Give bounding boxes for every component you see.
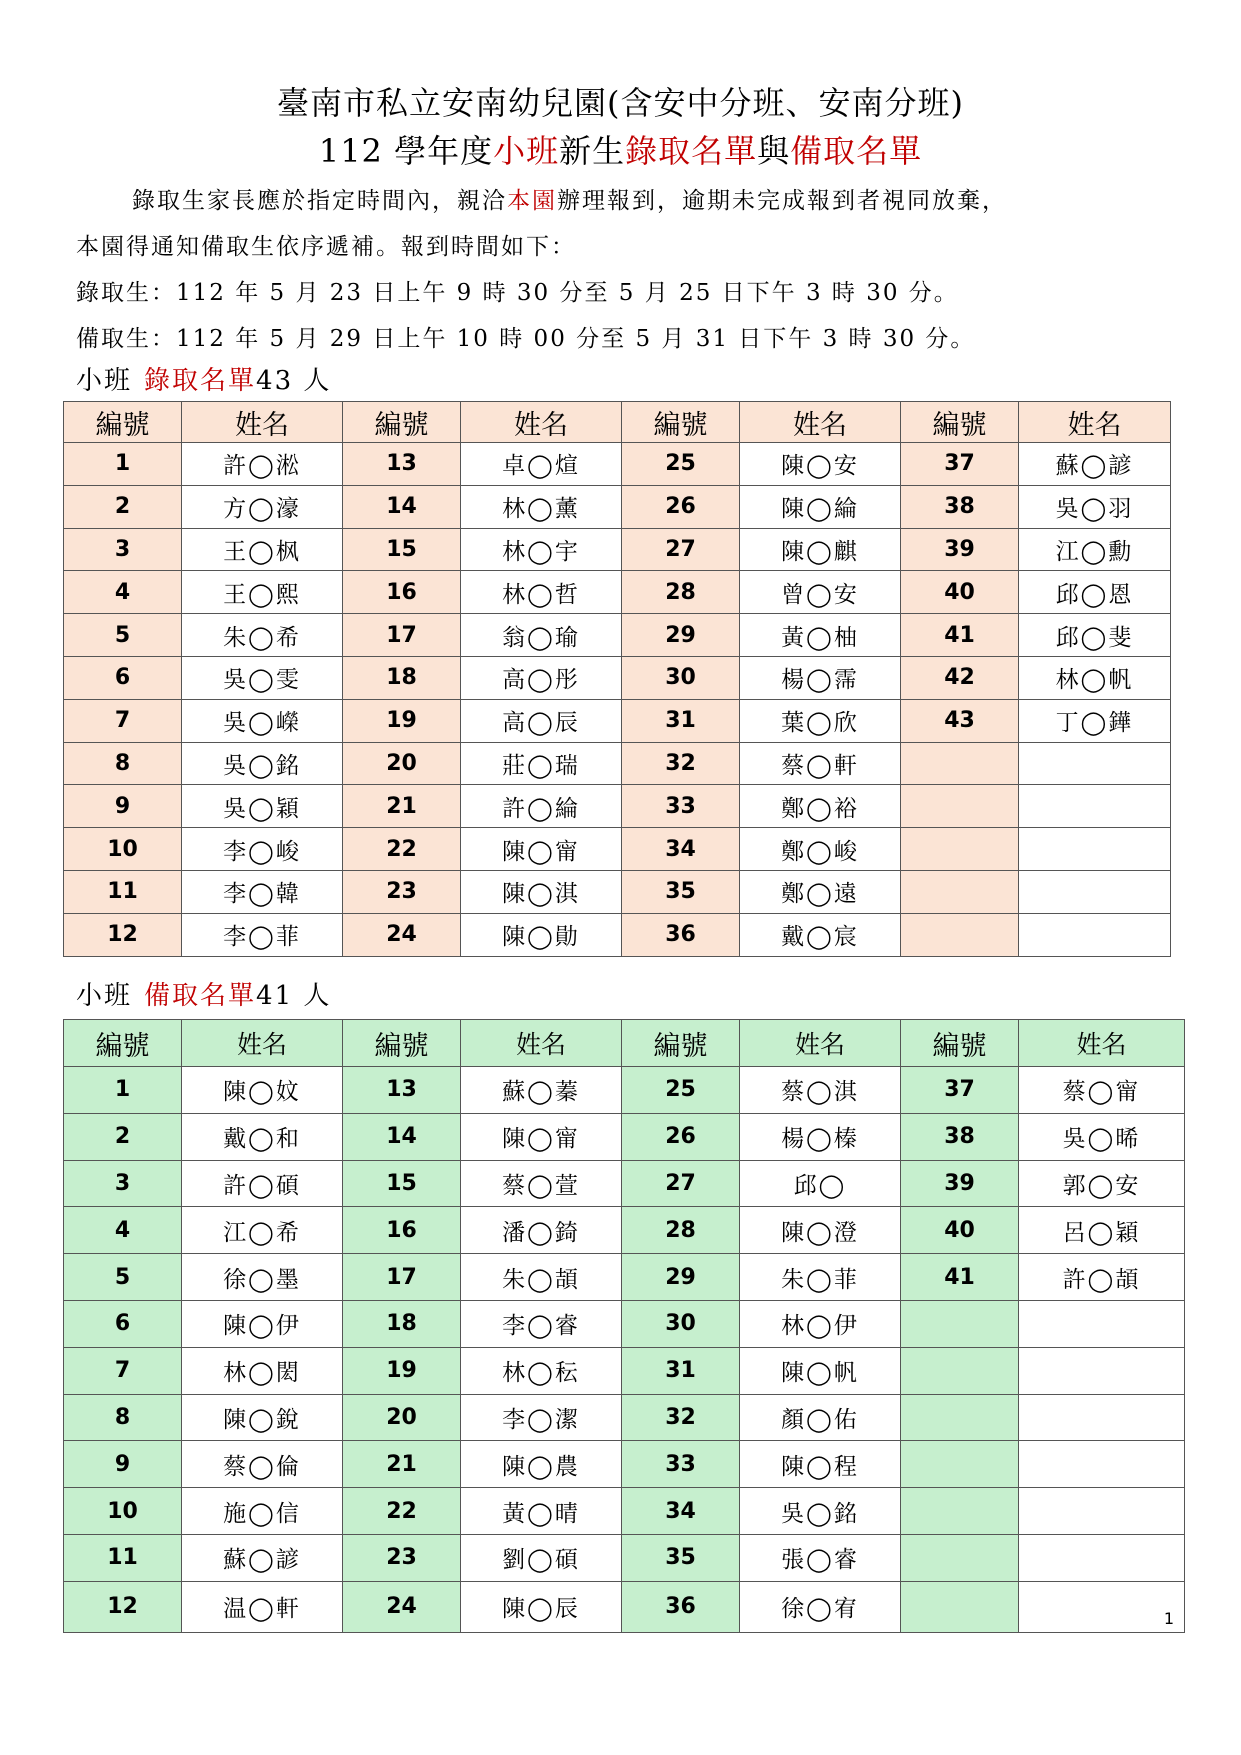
waitlist-number-cell: 28 (622, 1207, 740, 1254)
waitlist-number-cell: 41 (901, 1254, 1019, 1301)
admitted-number-cell: 34 (622, 828, 740, 871)
admitted-name-cell: 高◯辰 (461, 699, 622, 742)
admitted-number-cell (901, 828, 1019, 871)
waitlist-table-row (64, 1300, 1185, 1347)
admitted-name-cell: 方◯濠 (182, 485, 343, 528)
waitlist-number-cell: 36 (622, 1581, 740, 1632)
waitlist-col-header-name: 姓名 (182, 1020, 343, 1067)
admitted-number-cell: 31 (622, 699, 740, 742)
waitlist-name-cell: 蔡◯淇 (740, 1067, 901, 1114)
waitlist-name-cell: 江◯希 (182, 1207, 343, 1254)
title-admit: 錄取名單 (625, 132, 758, 170)
admitted-number-cell: 28 (622, 571, 740, 614)
admitted-col-header-name: 姓名 (1019, 402, 1171, 443)
admitted-number-cell: 23 (343, 870, 461, 913)
waitlist-name-cell (1019, 1441, 1185, 1488)
waitlist-number-cell: 24 (343, 1581, 461, 1632)
admitted-number-cell: 16 (343, 571, 461, 614)
waitlist-number-cell: 37 (901, 1067, 1019, 1114)
admitted-number-cell: 14 (343, 485, 461, 528)
waitlist-name-cell (1019, 1534, 1185, 1581)
waitlist-table-row (64, 1113, 1185, 1160)
waitlist-number-cell: 26 (622, 1113, 740, 1160)
waitlist-table-row (64, 1347, 1185, 1394)
admitted-name-cell: 葉◯欣 (740, 699, 901, 742)
admitted-col-header-no: 編號 (622, 402, 740, 443)
admitted-number-cell: 6 (64, 656, 182, 699)
waitlist-name-cell: 林◯秐 (461, 1347, 622, 1394)
notice-p1-part-c: 辦理報到，逾期未完成報到者視同放棄， (557, 188, 1007, 214)
waitlist-number-cell: 12 (64, 1581, 182, 1632)
waitlist-number-cell: 3 (64, 1160, 182, 1207)
waitlist-name-cell: 李◯潔 (461, 1394, 622, 1441)
waitlist-report-time: 備取生：112 年 5 月 29 日上午 10 時 00 分至 5 月 31 日下午 3 時 30 分。 (76, 326, 976, 352)
waitlist-number-cell: 21 (343, 1441, 461, 1488)
waitlist-table-row (64, 1207, 1185, 1254)
admitted-number-cell: 15 (343, 528, 461, 571)
admitted-number-cell: 37 (901, 443, 1019, 486)
waitlist-table-row (64, 1441, 1185, 1488)
admitted-col-header-name: 姓名 (740, 402, 901, 443)
waitlist-number-cell: 22 (343, 1488, 461, 1535)
waitlist-number-cell (901, 1300, 1019, 1347)
waitlist-name-cell: 陳◯辰 (461, 1581, 622, 1632)
admitted-number-cell: 26 (622, 485, 740, 528)
waitlist-name-cell: 朱◯頡 (461, 1254, 622, 1301)
admitted-number-cell: 21 (343, 785, 461, 828)
admitted-name-cell: 陳◯勛 (461, 913, 622, 956)
admitted-name-cell (1019, 913, 1171, 956)
waitlist-name-cell: 陳◯甯 (461, 1113, 622, 1160)
admitted-col-header-no: 編號 (901, 402, 1019, 443)
notice-paragraph-2: 本園得通知備取生依序遞補。報到時間如下： (76, 234, 576, 260)
waitlist-table-row (64, 1534, 1185, 1581)
waitlist-number-cell (901, 1488, 1019, 1535)
waitlist-number-cell: 23 (343, 1534, 461, 1581)
admitted-table-row (64, 614, 1171, 657)
admitted-table (63, 401, 1171, 957)
notice-p1-part-a: 錄取生家長應於指定時間內，親洽 (132, 188, 507, 214)
waitlist-name-cell: 蔡◯倫 (182, 1441, 343, 1488)
waitlist-table-row (64, 1160, 1185, 1207)
admitted-name-cell: 林◯薰 (461, 485, 622, 528)
waitlist-table-row (64, 1488, 1185, 1535)
admitted-number-cell: 10 (64, 828, 182, 871)
waitlist-number-cell: 8 (64, 1394, 182, 1441)
admitted-number-cell: 41 (901, 614, 1019, 657)
admitted-number-cell: 29 (622, 614, 740, 657)
admitted-name-cell: 高◯彤 (461, 656, 622, 699)
waitlist-name-cell: 朱◯菲 (740, 1254, 901, 1301)
waitlist-name-cell: 楊◯榛 (740, 1113, 901, 1160)
admitted-number-cell: 42 (901, 656, 1019, 699)
waitlist-col-header-name: 姓名 (740, 1020, 901, 1067)
admitted-name-cell: 許◯綸 (461, 785, 622, 828)
admitted-number-cell: 9 (64, 785, 182, 828)
admitted-number-cell: 12 (64, 913, 182, 956)
waitlist-name-cell: 郭◯安 (1019, 1160, 1185, 1207)
admitted-number-cell: 27 (622, 528, 740, 571)
admitted-number-cell: 32 (622, 742, 740, 785)
waitlist-name-cell: 徐◯墨 (182, 1254, 343, 1301)
admitted-name-cell: 鄭◯遠 (740, 870, 901, 913)
waitlist-col-header-no: 編號 (343, 1020, 461, 1067)
admitted-table-row (64, 656, 1171, 699)
admitted-table-row (64, 571, 1171, 614)
waitlist-name-cell: 吳◯銘 (740, 1488, 901, 1535)
admitted-table-row (64, 870, 1171, 913)
admitted-heading-class: 小班 (76, 366, 133, 396)
waitlist-number-cell: 9 (64, 1441, 182, 1488)
waitlist-number-cell: 32 (622, 1394, 740, 1441)
admitted-number-cell: 18 (343, 656, 461, 699)
title-mid: 新生 (559, 132, 626, 170)
admitted-col-header-no: 編號 (64, 402, 182, 443)
admitted-name-cell: 林◯哲 (461, 571, 622, 614)
admitted-name-cell: 吳◯穎 (182, 785, 343, 828)
waitlist-name-cell: 蘇◯諺 (182, 1534, 343, 1581)
admitted-table-row (64, 913, 1171, 956)
waitlist-number-cell: 2 (64, 1113, 182, 1160)
waitlist-name-cell: 徐◯宥 (740, 1581, 901, 1632)
waitlist-name-cell (1019, 1300, 1185, 1347)
waitlist-number-cell: 34 (622, 1488, 740, 1535)
admitted-name-cell: 丁◯鏵 (1019, 699, 1171, 742)
waitlist-number-cell: 7 (64, 1347, 182, 1394)
admitted-number-cell (901, 785, 1019, 828)
waitlist-number-cell: 10 (64, 1488, 182, 1535)
waitlist-name-cell: 吳◯晞 (1019, 1113, 1185, 1160)
admitted-number-cell: 7 (64, 699, 182, 742)
waitlist-name-cell: 陳◯農 (461, 1441, 622, 1488)
admitted-name-cell: 莊◯瑞 (461, 742, 622, 785)
admitted-table-row (64, 699, 1171, 742)
admitted-number-cell: 22 (343, 828, 461, 871)
waitlist-col-header-name: 姓名 (461, 1020, 622, 1067)
admitted-name-cell: 邱◯恩 (1019, 571, 1171, 614)
admitted-number-cell: 4 (64, 571, 182, 614)
admitted-table-row (64, 485, 1171, 528)
title-year: 112 學年度 (318, 132, 494, 170)
admitted-name-cell: 陳◯綸 (740, 485, 901, 528)
admitted-name-cell: 曾◯安 (740, 571, 901, 614)
waitlist-number-cell: 38 (901, 1113, 1019, 1160)
waitlist-col-header-no: 編號 (622, 1020, 740, 1067)
waitlist-name-cell: 陳◯帆 (740, 1347, 901, 1394)
admitted-number-cell: 2 (64, 485, 182, 528)
admitted-number-cell: 17 (343, 614, 461, 657)
admitted-table-row (64, 785, 1171, 828)
admitted-name-cell: 陳◯淇 (461, 870, 622, 913)
admitted-name-cell: 陳◯麒 (740, 528, 901, 571)
notice-paragraph-1 (76, 182, 1186, 215)
admitted-name-cell: 林◯帆 (1019, 656, 1171, 699)
waitlist-name-cell: 邱◯ (740, 1160, 901, 1207)
waitlist-name-cell: 蔡◯甯 (1019, 1067, 1185, 1114)
admitted-name-cell: 朱◯希 (182, 614, 343, 657)
waitlist-header-row (64, 1020, 1185, 1067)
document-title-line1: 臺南市私立安南幼兒園(含安中分班、安南分班) (277, 84, 964, 122)
admitted-name-cell: 陳◯甯 (461, 828, 622, 871)
admitted-name-cell: 吳◯銘 (182, 742, 343, 785)
waitlist-name-cell: 林◯伊 (740, 1300, 901, 1347)
admitted-number-cell: 20 (343, 742, 461, 785)
admitted-name-cell: 林◯宇 (461, 528, 622, 571)
waitlist-name-cell: 潘◯錡 (461, 1207, 622, 1254)
admitted-number-cell: 5 (64, 614, 182, 657)
waitlist-name-cell: 顏◯佑 (740, 1394, 901, 1441)
waitlist-table-row (64, 1394, 1185, 1441)
waitlist-number-cell: 6 (64, 1300, 182, 1347)
admitted-name-cell: 江◯勳 (1019, 528, 1171, 571)
waitlist-name-cell: 許◯碩 (182, 1160, 343, 1207)
waitlist-table-row (64, 1067, 1185, 1114)
admitted-name-cell: 翁◯瑜 (461, 614, 622, 657)
waitlist-name-cell (1019, 1347, 1185, 1394)
waitlist-number-cell: 17 (343, 1254, 461, 1301)
admitted-number-cell: 33 (622, 785, 740, 828)
waitlist-table-row (64, 1254, 1185, 1301)
waitlist-number-cell: 39 (901, 1160, 1019, 1207)
waitlist-heading-list: 備取名單 (144, 981, 257, 1011)
admitted-number-cell: 35 (622, 870, 740, 913)
waitlist-number-cell: 14 (343, 1113, 461, 1160)
admitted-col-header-name: 姓名 (461, 402, 622, 443)
admitted-name-cell (1019, 828, 1171, 871)
waitlist-number-cell: 4 (64, 1207, 182, 1254)
waitlist-name-cell (1019, 1488, 1185, 1535)
admitted-number-cell: 38 (901, 485, 1019, 528)
waitlist-number-cell: 20 (343, 1394, 461, 1441)
admitted-name-cell: 蘇◯諺 (1019, 443, 1171, 486)
admitted-name-cell: 黃◯柚 (740, 614, 901, 657)
waitlist-heading (76, 975, 331, 1012)
waitlist-name-cell (1019, 1394, 1185, 1441)
waitlist-number-cell: 35 (622, 1534, 740, 1581)
waitlist-number-cell: 5 (64, 1254, 182, 1301)
admitted-number-cell (901, 913, 1019, 956)
admitted-table-row (64, 528, 1171, 571)
admitted-number-cell: 25 (622, 443, 740, 486)
admitted-number-cell: 24 (343, 913, 461, 956)
waitlist-name-cell: 張◯睿 (740, 1534, 901, 1581)
admitted-heading-list: 錄取名單 (144, 366, 257, 396)
admitted-name-cell: 鄭◯裕 (740, 785, 901, 828)
admitted-name-cell: 李◯韓 (182, 870, 343, 913)
waitlist-number-cell: 18 (343, 1300, 461, 1347)
admitted-name-cell (1019, 742, 1171, 785)
waitlist-name-cell: 許◯頡 (1019, 1254, 1185, 1301)
waitlist-number-cell: 13 (343, 1067, 461, 1114)
admitted-col-header-no: 編號 (343, 402, 461, 443)
waitlist-name-cell: 呂◯穎 (1019, 1207, 1185, 1254)
waitlist-name-cell: 劉◯碩 (461, 1534, 622, 1581)
admitted-heading (76, 360, 331, 397)
admitted-name-cell: 卓◯煊 (461, 443, 622, 486)
admitted-table-row (64, 742, 1171, 785)
admitted-name-cell: 吳◯雯 (182, 656, 343, 699)
admitted-name-cell: 王◯熙 (182, 571, 343, 614)
waitlist-name-cell: 陳◯伊 (182, 1300, 343, 1347)
waitlist-number-cell: 1 (64, 1067, 182, 1114)
admitted-number-cell: 11 (64, 870, 182, 913)
waitlist-col-header-no: 編號 (64, 1020, 182, 1067)
notice-p1-highlight: 本園 (507, 188, 557, 214)
waitlist-col-header-name: 姓名 (1019, 1020, 1185, 1067)
waitlist-number-cell: 31 (622, 1347, 740, 1394)
waitlist-table-row (64, 1581, 1185, 1632)
admitted-name-cell (1019, 785, 1171, 828)
admitted-name-cell: 邱◯斐 (1019, 614, 1171, 657)
waitlist-number-cell: 33 (622, 1441, 740, 1488)
waitlist-name-cell: 温◯軒 (182, 1581, 343, 1632)
admitted-name-cell: 吳◯羽 (1019, 485, 1171, 528)
page-number: 1 (1019, 1581, 1185, 1632)
admitted-number-cell (901, 742, 1019, 785)
waitlist-heading-count: 41 人 (256, 981, 332, 1011)
waitlist-name-cell: 蘇◯蓁 (461, 1067, 622, 1114)
waitlist-number-cell: 29 (622, 1254, 740, 1301)
document-title-line2 (0, 126, 1241, 172)
admitted-name-cell: 王◯枫 (182, 528, 343, 571)
waitlist-number-cell (901, 1441, 1019, 1488)
waitlist-number-cell: 25 (622, 1067, 740, 1114)
waitlist-name-cell: 陳◯銳 (182, 1394, 343, 1441)
admitted-table-row (64, 443, 1171, 486)
waitlist-number-cell: 15 (343, 1160, 461, 1207)
admitted-number-cell: 3 (64, 528, 182, 571)
admitted-number-cell: 36 (622, 913, 740, 956)
waitlist-number-cell: 30 (622, 1300, 740, 1347)
waitlist-name-cell: 蔡◯萱 (461, 1160, 622, 1207)
waitlist-number-cell: 19 (343, 1347, 461, 1394)
waitlist-number-cell (901, 1534, 1019, 1581)
admitted-name-cell: 吳◯嶸 (182, 699, 343, 742)
admitted-name-cell: 許◯淞 (182, 443, 343, 486)
title-class: 小班 (493, 132, 560, 170)
admitted-number-cell: 1 (64, 443, 182, 486)
admitted-report-time: 錄取生：112 年 5 月 23 日上午 9 時 30 分至 5 月 25 日下午 3 時 30 分。 (76, 280, 959, 306)
waitlist-number-cell (901, 1394, 1019, 1441)
admitted-number-cell: 13 (343, 443, 461, 486)
waitlist-table (63, 1019, 1185, 1633)
admitted-number-cell: 19 (343, 699, 461, 742)
admitted-name-cell (1019, 870, 1171, 913)
waitlist-number-cell: 27 (622, 1160, 740, 1207)
admitted-number-cell: 8 (64, 742, 182, 785)
admitted-name-cell: 陳◯安 (740, 443, 901, 486)
waitlist-number-cell (901, 1581, 1019, 1632)
waitlist-name-cell: 陳◯妏 (182, 1067, 343, 1114)
admitted-number-cell: 43 (901, 699, 1019, 742)
waitlist-number-cell: 11 (64, 1534, 182, 1581)
admitted-number-cell: 30 (622, 656, 740, 699)
waitlist-heading-class: 小班 (76, 981, 133, 1011)
admitted-number-cell (901, 870, 1019, 913)
waitlist-name-cell: 戴◯和 (182, 1113, 343, 1160)
admitted-header-row (64, 402, 1171, 443)
title-and: 與 (757, 132, 791, 170)
title-wait: 備取名單 (790, 132, 923, 170)
admitted-name-cell: 鄭◯峻 (740, 828, 901, 871)
admitted-table-row (64, 828, 1171, 871)
waitlist-name-cell: 陳◯澄 (740, 1207, 901, 1254)
admitted-heading-count: 43 人 (256, 366, 332, 396)
waitlist-name-cell: 李◯睿 (461, 1300, 622, 1347)
admitted-name-cell: 李◯菲 (182, 913, 343, 956)
admitted-col-header-name: 姓名 (182, 402, 343, 443)
waitlist-name-cell: 林◯閎 (182, 1347, 343, 1394)
waitlist-name-cell: 施◯信 (182, 1488, 343, 1535)
waitlist-number-cell (901, 1347, 1019, 1394)
waitlist-name-cell: 陳◯程 (740, 1441, 901, 1488)
waitlist-number-cell: 16 (343, 1207, 461, 1254)
admitted-name-cell: 李◯峻 (182, 828, 343, 871)
waitlist-col-header-no: 編號 (901, 1020, 1019, 1067)
admitted-name-cell: 蔡◯軒 (740, 742, 901, 785)
waitlist-name-cell: 黃◯晴 (461, 1488, 622, 1535)
admitted-name-cell: 楊◯霈 (740, 656, 901, 699)
admitted-number-cell: 40 (901, 571, 1019, 614)
admitted-name-cell: 戴◯宸 (740, 913, 901, 956)
admitted-number-cell: 39 (901, 528, 1019, 571)
waitlist-number-cell: 40 (901, 1207, 1019, 1254)
